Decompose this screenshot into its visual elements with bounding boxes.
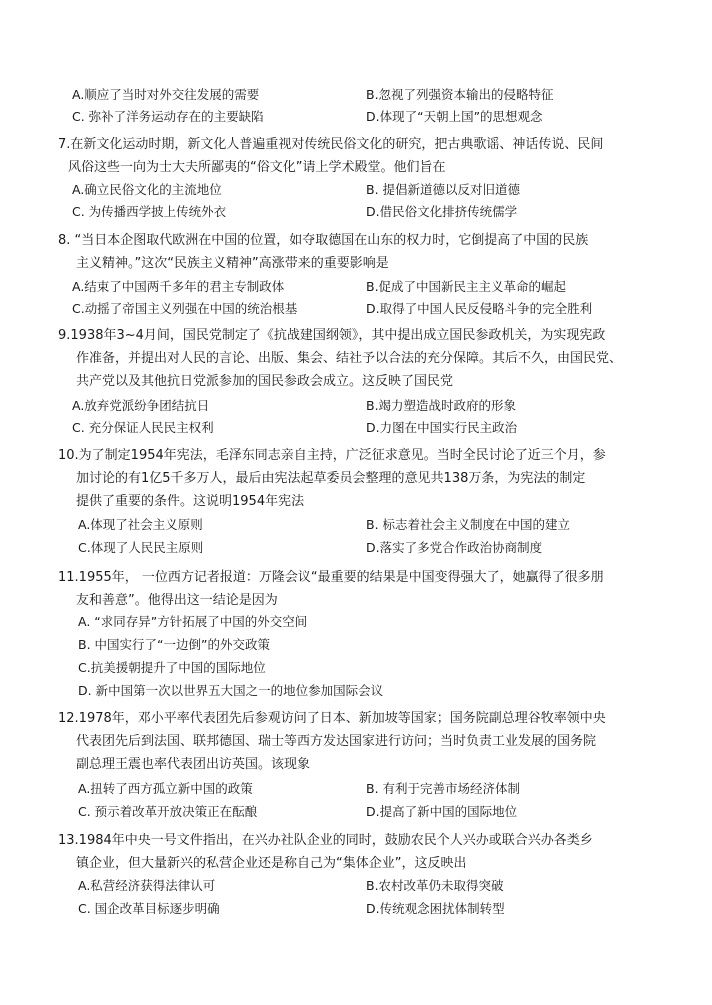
q10-stem-line: 10.为了制定1954年宪法，毛泽东同志亲自主持，广泛征求意见。当时全民讨论了近三个月，参 xyxy=(58,448,606,463)
q11-stem xyxy=(58,566,658,612)
q9-option-c: C. 充分保证人民民主权利 xyxy=(72,420,214,435)
q8-option-c: C.动摇了帝国主义列强在中国的统治根基 xyxy=(72,301,298,316)
q10-stem xyxy=(58,444,658,513)
q12-option-d: D.提高了新中国的国际地位 xyxy=(366,804,518,819)
q9-stem-line: 9.1938年3~4月间，国民党制定了《抗战建国纲领》，其中提出成立国民参政机关，为实现宪政 xyxy=(58,328,606,343)
q6-option-b: B.忽视了列强资本输出的侵略特征 xyxy=(366,87,554,102)
q7-option-c: C. 为传播西学披上传统外衣 xyxy=(72,204,227,219)
q11-option-a: A. “求同存异”方针拓展了中国的外交空间 xyxy=(78,614,308,629)
q9-option-d: D.力图在中国实行民主政治 xyxy=(366,420,518,435)
q11-stem-line: 11.1955年， 一位西方记者报道：万隆会议“最重要的结果是中国变得强大了，她赢得了很多朋 xyxy=(58,570,604,585)
q8-stem xyxy=(58,229,658,275)
q11-option-b: B. 中国实行了“一边倒”的外交政策 xyxy=(78,637,270,652)
q6-option-c: C. 弥补了洋务运动存在的主要缺陷 xyxy=(72,109,264,124)
q13-option-b: B.农村改革仍未取得突破 xyxy=(366,878,504,893)
q6-option-a: A.顺应了当时对外交往发展的需要 xyxy=(72,87,260,102)
q12-option-c: C. 预示着改革开放决策正在酝酿 xyxy=(78,804,258,819)
q9-option-b: B.竭力塑造战时政府的形象 xyxy=(366,398,517,413)
q12-options-row-2 xyxy=(0,802,712,822)
q10-options-row-2 xyxy=(0,538,712,558)
q7-stem-line: 7.在新文化运动时期，新文化人普遍重视对传统民俗文化的研究，把古典歌谣、神话传说、民间 xyxy=(58,137,604,152)
q12-options-row-1 xyxy=(0,779,712,799)
q7-option-a: A.确立民俗文化的主流地位 xyxy=(72,182,222,197)
q13-option-d: D.传统观念困扰体制转型 xyxy=(366,901,505,916)
q11-option-c: C.抗美援朝提升了中国的国际地位 xyxy=(78,660,266,675)
q9-options-row-2 xyxy=(0,418,712,438)
q9-stem-line: 共产党以及其他抗日党派参加的国民参政会成立。这反映了国民党 xyxy=(76,374,454,389)
q13-options-row-1 xyxy=(0,876,712,896)
q8-options-row-2 xyxy=(0,299,712,319)
q10-stem-line: 提供了重要的条件。这说明1954年宪法 xyxy=(76,494,305,509)
q8-stem-line: 主义精神。”这次“民族主义精神”高涨带来的重要影响是 xyxy=(76,256,389,271)
q12-option-b: B. 有利于完善市场经济体制 xyxy=(366,781,521,796)
q7-option-d: D.借民俗文化排挤传统儒学 xyxy=(366,204,518,219)
q13-stem-line: 13.1984年中央一号文件指出，在兴办社队企业的同时，鼓励农民个人兴办或联合兴办各类乡 xyxy=(58,833,593,848)
q12-stem-line: 副总理王震也率代表团出访英国。该现象 xyxy=(76,757,311,772)
q13-stem-line: 镇企业，但大量新兴的私营企业还是称自己为“集体企业”，这反映出 xyxy=(76,856,467,871)
q12-option-a: A.扭转了西方孤立新中国的政策 xyxy=(78,781,253,796)
q7-option-b: B. 提倡新道德以反对旧道德 xyxy=(366,182,521,197)
q8-stem-line: 8. “当日本企图取代欧洲在中国的位置，如夺取德国在山东的权力时，它倒提高了中国的民族 xyxy=(58,233,589,248)
q8-options-row-1 xyxy=(0,277,712,297)
q6-options-row-1 xyxy=(0,85,712,105)
q8-option-a: A.结束了中国两千多年的君主专制政体 xyxy=(72,279,285,294)
q13-stem xyxy=(58,829,658,875)
q7-stem xyxy=(58,133,658,179)
q7-stem-line: 风俗这些一向为士大夫所鄙夷的“俗文化”请上学术殿堂。他们旨在 xyxy=(68,160,446,175)
q10-option-b: B. 标志着社会主义制度在中国的建立 xyxy=(366,517,571,532)
q9-option-a: A.放弃党派纷争团结抗日 xyxy=(72,398,210,413)
q9-stem-line: 作准备，并提出对人民的言论、出版、集会、结社予以合法的充分保障。其后不久，由国民党、 xyxy=(76,351,623,366)
q7-options-row-1 xyxy=(0,180,712,200)
q10-option-d: D.落实了多党合作政治协商制度 xyxy=(366,540,543,555)
q13-option-a: A.私营经济获得法律认可 xyxy=(78,878,216,893)
q9-stem xyxy=(58,324,658,393)
q12-stem xyxy=(58,707,658,776)
q11-option-d: D. 新中国第一次以世界五大国之一的地位参加国际会议 xyxy=(78,683,384,698)
q8-option-b: B.促成了中国新民主主义革命的崛起 xyxy=(366,279,567,294)
q13-options-row-2 xyxy=(0,899,712,919)
q12-stem-line: 代表团先后到法国、联邦德国、瑞士等西方发达国家进行访问；当时负责工业发展的国务院 xyxy=(76,734,597,749)
q12-stem-line: 12.1978年，邓小平率代表团先后参观访问了日本、新加坡等国家；国务院副总理谷牧率领中央 xyxy=(58,711,606,726)
q13-option-c: C. 国企改革目标逐步明确 xyxy=(78,901,220,916)
q6-option-d: D.体现了“天朝上国”的思想观念 xyxy=(366,109,543,124)
q11-stem-line: 友和善意”。他得出这一结论是因为 xyxy=(76,593,278,608)
q8-option-d: D.取得了中国人民反侵略斗争的完全胜利 xyxy=(366,301,593,316)
q10-option-a: A.体现了社会主义原则 xyxy=(78,517,203,532)
q10-stem-line: 加讨论的有1亿5千多万人，最后由宪法起草委员会整理的意见共138万条，为宪法的制定 xyxy=(76,471,586,486)
q10-options-row-1 xyxy=(0,515,712,535)
q6-options-row-2 xyxy=(0,107,712,127)
q9-options-row-1 xyxy=(0,396,712,416)
q10-option-c: C.体现了人民民主原则 xyxy=(78,540,204,555)
q7-options-row-2 xyxy=(0,202,712,222)
